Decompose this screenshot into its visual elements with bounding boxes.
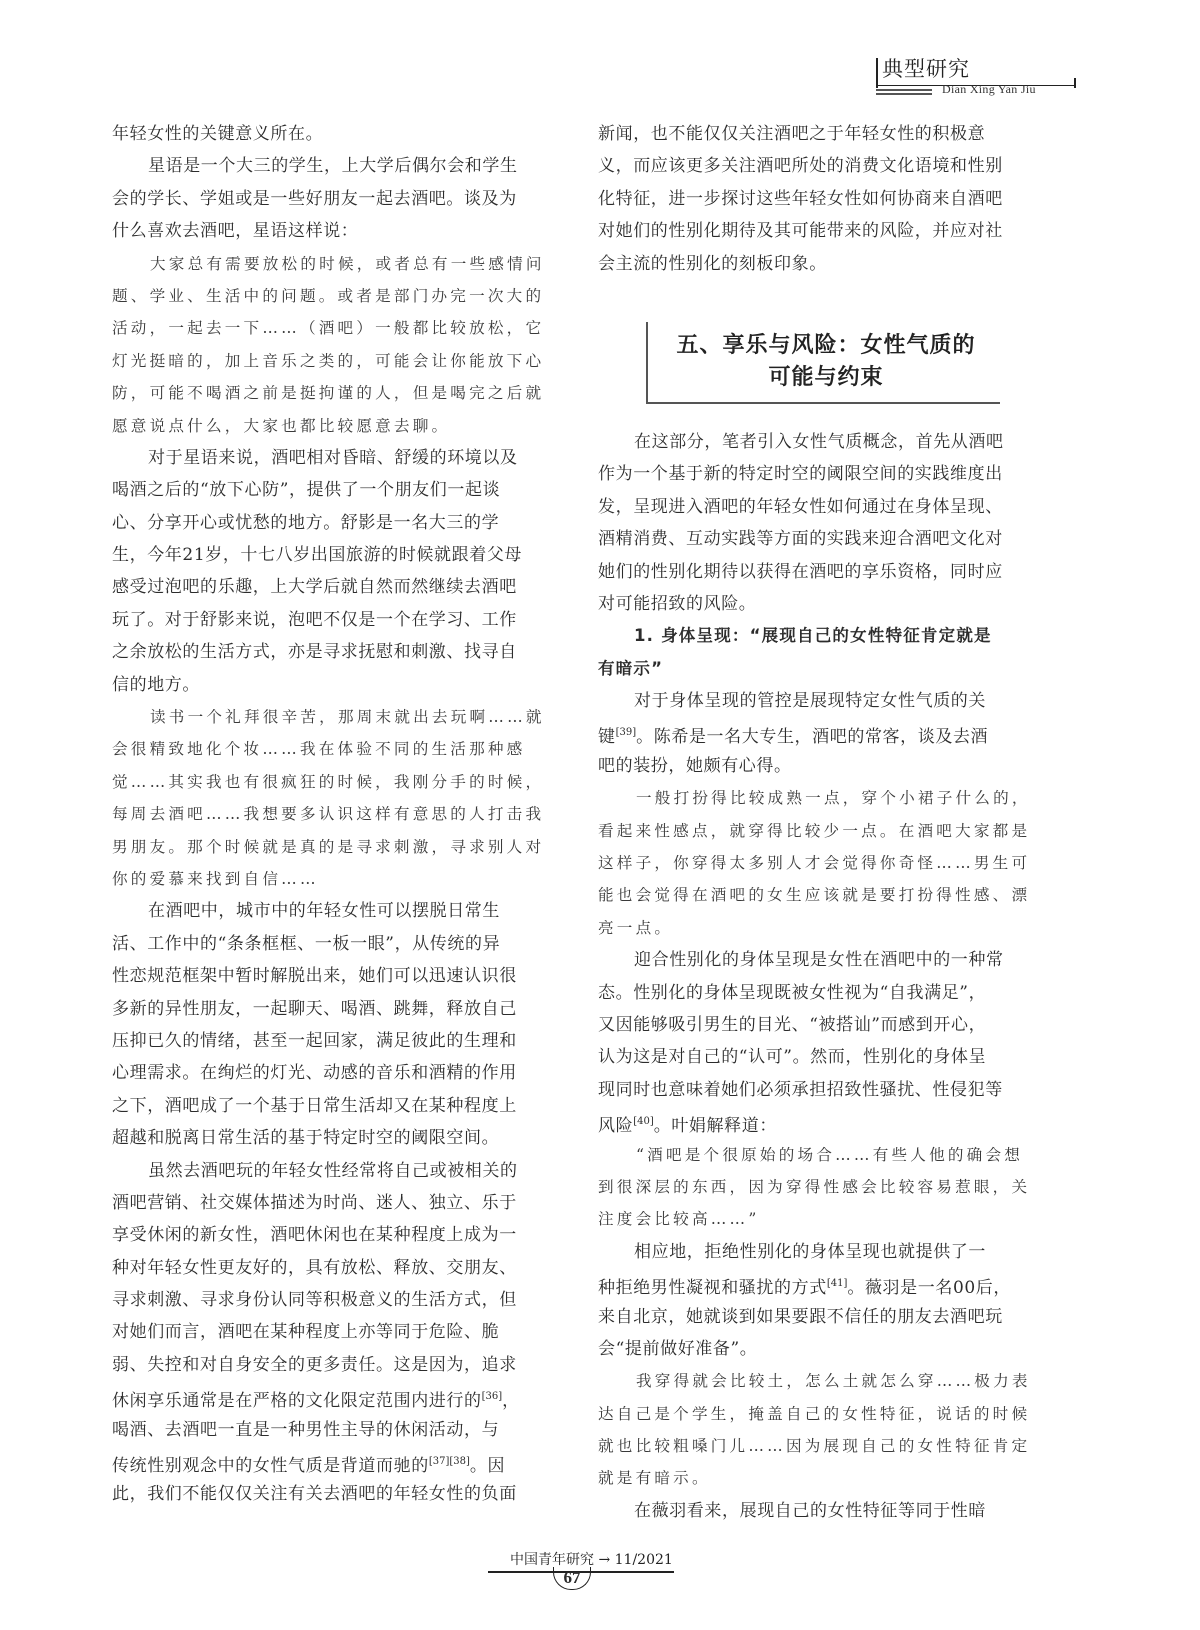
- text-line: 在薇羽看来，展现自己的女性特征等同于性暗: [634, 1500, 986, 1521]
- text-line: 生，今年21岁，十七八岁出国旅游的时候就跟着父母: [112, 545, 523, 566]
- text-line: 化特征，进一步探讨这些年轻女性如何协商来自酒吧: [598, 188, 1003, 209]
- section-heading-line-2: 可能与约束: [768, 363, 884, 390]
- text-line: 就也比较粗嗓门儿……因为展现自己的女性特征肯定: [598, 1437, 1031, 1456]
- journal-issue: 中国青年研究 → 11/2021: [510, 1552, 673, 1568]
- text-line: [598, 1268, 1048, 1300]
- text-line: 种对年轻女性更友好的，具有放松、释放、交朋友、: [112, 1257, 517, 1278]
- text-line: 1. 身体呈现：“展现自己的女性特征肯定就是: [634, 626, 992, 646]
- text-line: 感受过泡吧的乐趣，上大学后就自然而然继续去酒吧: [112, 577, 517, 598]
- text-line: 读书一个礼拜很辛苦，那周末就出去玩啊……就: [150, 708, 545, 727]
- text-line: 喝酒、去酒吧一直是一种男性主导的休闲活动，与: [112, 1419, 500, 1440]
- text-line: 会“提前做好准备”。: [598, 1338, 758, 1359]
- text-line: 有暗示”: [598, 658, 664, 678]
- text-line: 注度会比较高……”: [598, 1210, 760, 1229]
- paragraph: [112, 442, 562, 701]
- paragraph: [598, 426, 1048, 620]
- text-line: 觉……其实我也有很疯狂的时候，我刚分手的时候，: [112, 772, 545, 791]
- text-line: 认为这是对自己的“认可”。然而，性别化的身体呈: [598, 1047, 987, 1068]
- text-line: 达自己是个学生，掩盖自己的女性特征，说话的时候: [598, 1404, 1031, 1423]
- interview-quote: [598, 782, 1048, 944]
- text-line: [112, 1381, 562, 1413]
- text-line: 来自北京，她就谈到如果要跟不信任的朋友去酒吧玩: [598, 1306, 1003, 1327]
- text-line: “酒吧是个很原始的场合……有些人他的确会想: [636, 1145, 1024, 1164]
- text-line: 之余放松的生活方式，亦是寻求抚慰和刺激、找寻自: [112, 642, 517, 663]
- header-section-title: 典型研究: [882, 57, 970, 81]
- citation-40[interactable]: [40]: [633, 1116, 654, 1128]
- text-line: 此，我们不能仅仅关注有关去酒吧的年轻女性的负面: [112, 1484, 517, 1505]
- paragraph: [598, 1495, 1048, 1527]
- text-line: 迎合性别化的身体呈现是女性在酒吧中的一种常: [634, 950, 1004, 971]
- text-line: 对她们而言，酒吧在某种程度上亦等同于危险、脆: [112, 1322, 500, 1343]
- text-line: 星语是一个大三的学生，上大学后偶尔会和学生: [148, 156, 518, 177]
- text-line: 愿意说点什么，大家也都比较愿意去聊。: [112, 416, 451, 435]
- left-column: [112, 118, 562, 1511]
- text-line: [598, 1106, 1048, 1138]
- text-line: 会的学长、学姐或是一些好朋友一起去酒吧。谈及为: [112, 188, 517, 209]
- text-line: 就是有暗示。: [598, 1469, 711, 1488]
- text-line: 信的地方。: [112, 674, 200, 695]
- text-line: 什么喜欢去酒吧，星语这样说：: [112, 221, 359, 242]
- interview-quote: [598, 1139, 1048, 1236]
- text-span: 休闲享乐通常是在严格的文化限定范围内进行的: [112, 1391, 482, 1412]
- text-line: 虽然去酒吧玩的年轻女性经常将自己或被相关的: [148, 1160, 518, 1181]
- text-line: 多新的异性朋友，一起聊天、喝酒、跳舞，释放自己: [112, 998, 517, 1019]
- text-line: 心、分享开心或忧愁的地方。舒影是一名大三的学: [112, 512, 500, 533]
- text-line: 在这部分，笔者引入女性气质概念，首先从酒吧: [634, 431, 1004, 452]
- running-header: [876, 56, 1076, 96]
- text-line: 男朋友。那个时候就是真的是寻求刺激，寻求别人对: [112, 837, 545, 856]
- text-line: [598, 717, 1048, 749]
- text-line: 对于身体呈现的管控是展现特定女性气质的关: [634, 691, 986, 712]
- text-line: 每周去酒吧……我想要多认识这样有意思的人打击我: [112, 805, 545, 824]
- text-span: 。陈希是一名大专生，酒吧的常客，谈及去酒: [636, 727, 989, 748]
- paragraph: [112, 1155, 562, 1511]
- text-line: 性恋规范框架中暂时解脱出来，她们可以迅速认识很: [112, 966, 517, 987]
- text-line: 在酒吧中，城市中的年轻女性可以摆脱日常生: [148, 901, 500, 922]
- section-heading-line-1: 五、享乐与风险：女性气质的: [676, 331, 976, 358]
- paragraph: [112, 118, 562, 150]
- text-line: 作为一个基于新的特定时空的阈限空间的实践维度出: [598, 464, 1003, 485]
- text-line: 一般打扮得比较成熟一点，穿个小裙子什么的，: [636, 789, 1031, 808]
- text-line: 灯光挺暗的，加上音乐之类的，可能会让你能放下心: [112, 351, 545, 370]
- interview-quote: [112, 701, 562, 895]
- text-line: 现同时也意味着她们必须承担招致性骚扰、性侵犯等: [598, 1079, 1003, 1100]
- paragraph: [598, 1236, 1048, 1366]
- header-double-rule-top: [876, 89, 932, 91]
- text-span: 。因: [469, 1456, 506, 1477]
- citation-37-38[interactable]: [37][38]: [428, 1456, 470, 1468]
- text-line: 对可能招致的风险。: [598, 593, 757, 614]
- header-right-bar: [1074, 78, 1076, 88]
- text-line: 吧的装扮，她颇有心得。: [598, 755, 792, 776]
- text-line: 大家总有需要放松的时候，或者总有一些感情问: [150, 254, 545, 273]
- paragraph: [598, 944, 1048, 1138]
- text-line: 新闻，也不能仅仅关注酒吧之于年轻女性的积极意: [598, 124, 986, 144]
- header-left-bar: [876, 58, 878, 88]
- citation-41[interactable]: [41]: [826, 1278, 848, 1290]
- text-line: 态。性别化的身体呈现既被女性视为“自我满足”，: [598, 982, 987, 1003]
- text-line: 酒吧营销、社交媒体描述为时尚、迷人、独立、乐于: [112, 1192, 517, 1213]
- interview-quote: [112, 248, 562, 442]
- text-line: 能也会觉得在酒吧的女生应该就是要打扮得性感、漂: [598, 886, 1031, 905]
- page-number: 67: [553, 1567, 591, 1590]
- text-line: 活、工作中的“条条框框、一板一眼”，从传统的异: [112, 933, 501, 954]
- text-line: 超越和脱离日常生活的基于特定时空的阈限空间。: [112, 1128, 500, 1149]
- text-line: 对她们的性别化期待及其可能带来的风险，并应对社: [598, 221, 1003, 242]
- text-line: 会主流的性别化的刻板印象。: [598, 253, 827, 274]
- text-line: 年轻女性的关键意义所在。: [112, 124, 324, 144]
- heading-bottom-rule: [646, 402, 1000, 404]
- text-line: 题、学业、生活中的问题。或者是部门办完一次大的: [112, 286, 545, 305]
- paragraph: [598, 118, 1048, 280]
- text-span: 。薇羽是一名00后，: [847, 1278, 1011, 1299]
- text-line: 对于星语来说，酒吧相对昏暗、舒缓的环境以及: [148, 447, 518, 468]
- text-line: 防，可能不喝酒之前是挺拘谨的人，但是喝完之后就: [112, 384, 545, 403]
- text-span: 种拒绝男性凝视和骚扰的方式: [598, 1278, 827, 1299]
- text-span: 风险: [598, 1116, 634, 1137]
- citation-36[interactable]: [36]: [481, 1391, 503, 1403]
- text-line: 压抑已久的情绪，甚至一起回家，满足彼此的生理和: [112, 1030, 517, 1051]
- text-line: 发，呈现进入酒吧的年轻女性如何通过在身体呈现、: [598, 496, 1003, 517]
- text-line: 我穿得就会比较土，怎么土就怎么穿……极力表: [636, 1372, 1031, 1391]
- text-line: 活动，一起去一下……（酒吧）一般都比较放松，它: [112, 319, 545, 338]
- text-span: 传统性别观念中的女性气质是背道而驰的: [112, 1456, 429, 1477]
- page-footer: [480, 1549, 720, 1599]
- text-line: 玩了。对于舒影来说，泡吧不仅是一个在学习、工作: [112, 609, 517, 630]
- text-line: 酒精消费、互动实践等方面的实践来迎合酒吧文化对: [598, 529, 1003, 550]
- subsection-heading: [598, 620, 1048, 685]
- header-pinyin: Dian Xing Yan Jiu: [942, 82, 1036, 96]
- right-column: [598, 118, 1048, 1527]
- text-line: 这样子，你穿得太多别人才会觉得你奇怪……男生可: [598, 854, 1031, 873]
- text-span: 键: [598, 727, 616, 748]
- text-line: 义，而应该更多关注酒吧所处的消费文化语境和性别: [598, 156, 1003, 177]
- text-line: 看起来性感点，就穿得比较少一点。在酒吧大家都是: [598, 821, 1031, 840]
- text-line: 享受休闲的新女性，酒吧休闲也在某种程度上成为一: [112, 1225, 517, 1246]
- header-double-rule-bottom: [876, 93, 932, 95]
- text-line: 到很深层的东西，因为穿得性感会比较容易惹眼，关: [598, 1177, 1031, 1196]
- section-heading-box: [598, 308, 1048, 404]
- paragraph: [112, 150, 562, 247]
- text-line: 之下，酒吧成了一个基于日常生活却又在某种程度上: [112, 1095, 517, 1116]
- text-line: 又因能够吸引男生的目光、“被搭讪”而感到开心，: [598, 1014, 987, 1035]
- text-line: 她们的性别化期待以获得在酒吧的享乐资格，同时应: [598, 561, 1003, 582]
- text-span: 。叶娟解释道：: [653, 1116, 777, 1137]
- text-span: ，: [502, 1391, 520, 1412]
- text-line: 相应地，拒绝性别化的身体呈现也就提供了一: [634, 1241, 986, 1262]
- text-line: 亮一点。: [598, 918, 674, 937]
- text-line: 会很精致地化个妆……我在体验不同的生活那种感: [112, 740, 526, 759]
- paragraph: [598, 685, 1048, 782]
- text-line: 你的爱慕来找到自信……: [112, 869, 319, 888]
- text-line: 心理需求。在绚烂的灯光、动感的音乐和酒精的作用: [112, 1063, 517, 1084]
- text-line: [112, 1446, 562, 1478]
- citation-39[interactable]: [39]: [615, 727, 637, 739]
- text-line: 弱、失控和对自身安全的更多责任。这是因为，追求: [112, 1354, 517, 1375]
- text-line: 寻求刺激、寻求身份认同等积极意义的生活方式，但: [112, 1290, 517, 1311]
- interview-quote: [598, 1365, 1048, 1495]
- paragraph: [112, 895, 562, 1154]
- text-line: 喝酒之后的“放下心防”，提供了一个朋友们一起谈: [112, 480, 501, 501]
